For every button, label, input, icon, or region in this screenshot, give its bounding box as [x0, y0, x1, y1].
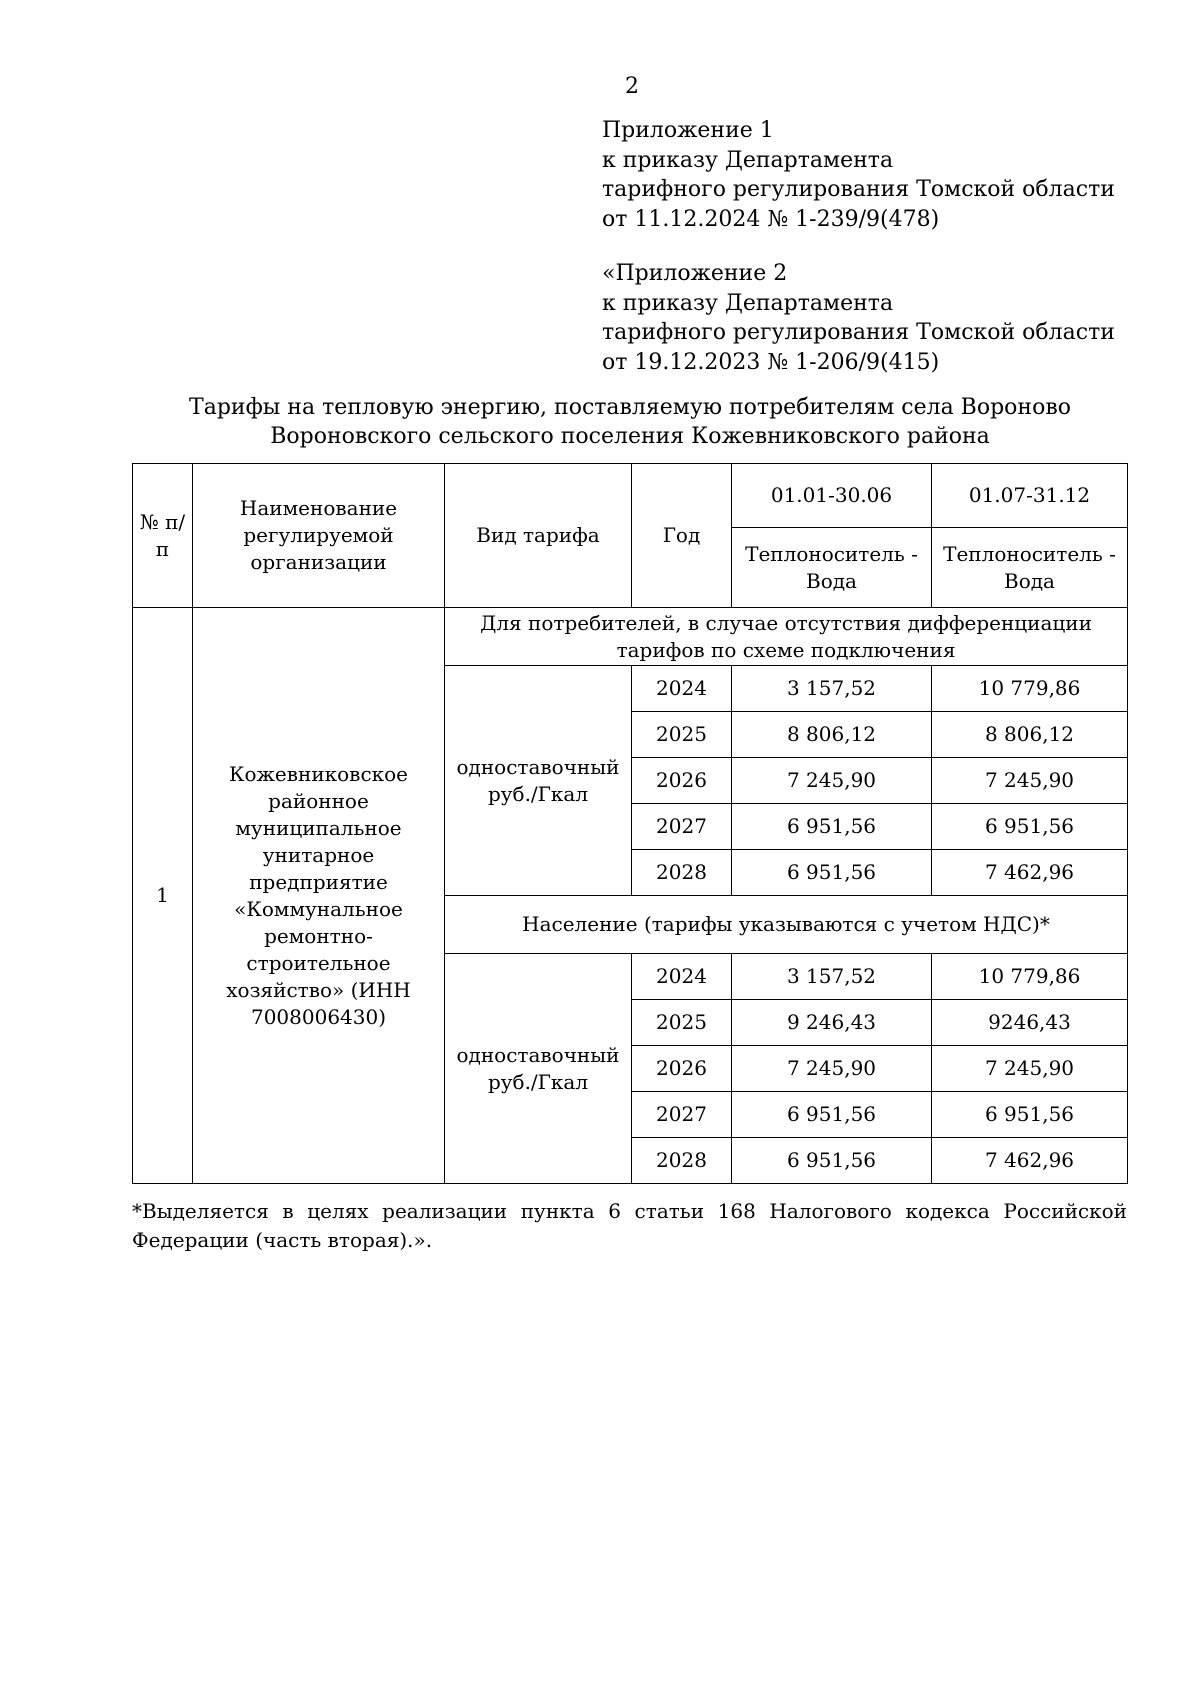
header-organization: Наименование регулируемой организации	[193, 464, 445, 608]
year-cell: 2028	[632, 850, 732, 896]
year-cell: 2024	[632, 666, 732, 712]
tariff-type: одноставочный руб./Гкал	[445, 666, 632, 896]
appendix-2-line1: «Приложение 2	[602, 261, 788, 286]
group-label-row	[133, 608, 1128, 666]
tariff-h1-cell: 3 157,52	[732, 954, 932, 1000]
year-cell: 2025	[632, 1000, 732, 1046]
header-carrier-2: Теплоноситель - Вода	[932, 528, 1128, 608]
tariff-h2-cell: 6 951,56	[932, 804, 1128, 850]
title-line2: Вороновского сельского поселения Кожевниковского района	[270, 424, 990, 449]
appendix-2-line4: от 19.12.2023 № 1-206/9(415)	[602, 349, 940, 375]
tariff-h1-cell: 7 245,90	[732, 758, 932, 804]
appendix-1-header	[602, 116, 1142, 234]
header-num: № п/п	[133, 464, 193, 608]
title-line1: Тарифы на тепловую энергию, поставляемую потребителям села Вороново	[189, 395, 1071, 420]
year-cell: 2025	[632, 712, 732, 758]
row-number: 1	[133, 608, 193, 1184]
appendix-1-line1: Приложение 1	[602, 118, 774, 143]
tariff-h2-cell: 7 462,96	[932, 850, 1128, 896]
appendix-2-header	[602, 259, 1142, 377]
year-cell: 2026	[632, 758, 732, 804]
year-cell: 2026	[632, 1046, 732, 1092]
tariff-h2-cell: 10 779,86	[932, 666, 1128, 712]
year-cell: 2027	[632, 1092, 732, 1138]
tariff-h1-cell: 9 246,43	[732, 1000, 932, 1046]
tariff-h2-cell: 7 245,90	[932, 1046, 1128, 1092]
tariff-h2-cell: 10 779,86	[932, 954, 1128, 1000]
tariff-h2-cell: 8 806,12	[932, 712, 1128, 758]
tariff-h2-cell: 9246,43	[932, 1000, 1128, 1046]
group-label: Население (тарифы указываются с учетом НДС)*	[445, 896, 1128, 954]
tariff-type: одноставочный руб./Гкал	[445, 954, 632, 1184]
footnote: *Выделяется в целях реализации пункта 6 статьи 168 Налогового кодекса Российской Федерации (часть вторая).».	[132, 1199, 1127, 1252]
header-period-2: 01.07-31.12	[932, 464, 1128, 528]
tariff-h1-cell: 3 157,52	[732, 666, 932, 712]
organization-name: Кожевниковское районное муниципальное унитарное предприятие «Коммунальное ремонтно-строительное хозяйство» (ИНН 7008006430)	[193, 608, 445, 1184]
year-cell: 2024	[632, 954, 732, 1000]
tariff-h2-cell: 7 462,96	[932, 1138, 1128, 1184]
year-cell: 2028	[632, 1138, 732, 1184]
tariff-h1-cell: 6 951,56	[732, 1092, 932, 1138]
header-period-1: 01.01-30.06	[732, 464, 932, 528]
appendix-2-line2: к приказу Департамента	[602, 290, 894, 316]
tariff-h1-cell: 6 951,56	[732, 850, 932, 896]
tariff-h1-cell: 6 951,56	[732, 804, 932, 850]
appendix-2-line3: тарифного регулирования Томской области	[602, 320, 1115, 345]
appendix-1-line3: тарифного регулирования Томской области	[602, 177, 1115, 202]
header-carrier-1: Теплоноситель - Вода	[732, 528, 932, 608]
year-cell: 2027	[632, 804, 732, 850]
page-number: 2	[625, 74, 639, 99]
header-tariff-type: Вид тарифа	[445, 464, 632, 608]
appendix-1-line4: от 11.12.2024 № 1-239/9(478)	[602, 206, 940, 232]
tariff-h1-cell: 7 245,90	[732, 1046, 932, 1092]
appendix-1-line2: к приказу Департамента	[602, 147, 894, 173]
tariff-h2-cell: 7 245,90	[932, 758, 1128, 804]
document-title	[130, 393, 1130, 451]
tariff-h1-cell: 8 806,12	[732, 712, 932, 758]
header-year: Год	[632, 464, 732, 608]
group-label: Для потребителей, в случае отсутствия дифференциации тарифов по схеме подключения	[445, 608, 1128, 666]
tariff-table	[132, 463, 1128, 1184]
header-row	[133, 464, 1128, 528]
tariff-h2-cell: 6 951,56	[932, 1092, 1128, 1138]
tariff-h1-cell: 6 951,56	[732, 1138, 932, 1184]
